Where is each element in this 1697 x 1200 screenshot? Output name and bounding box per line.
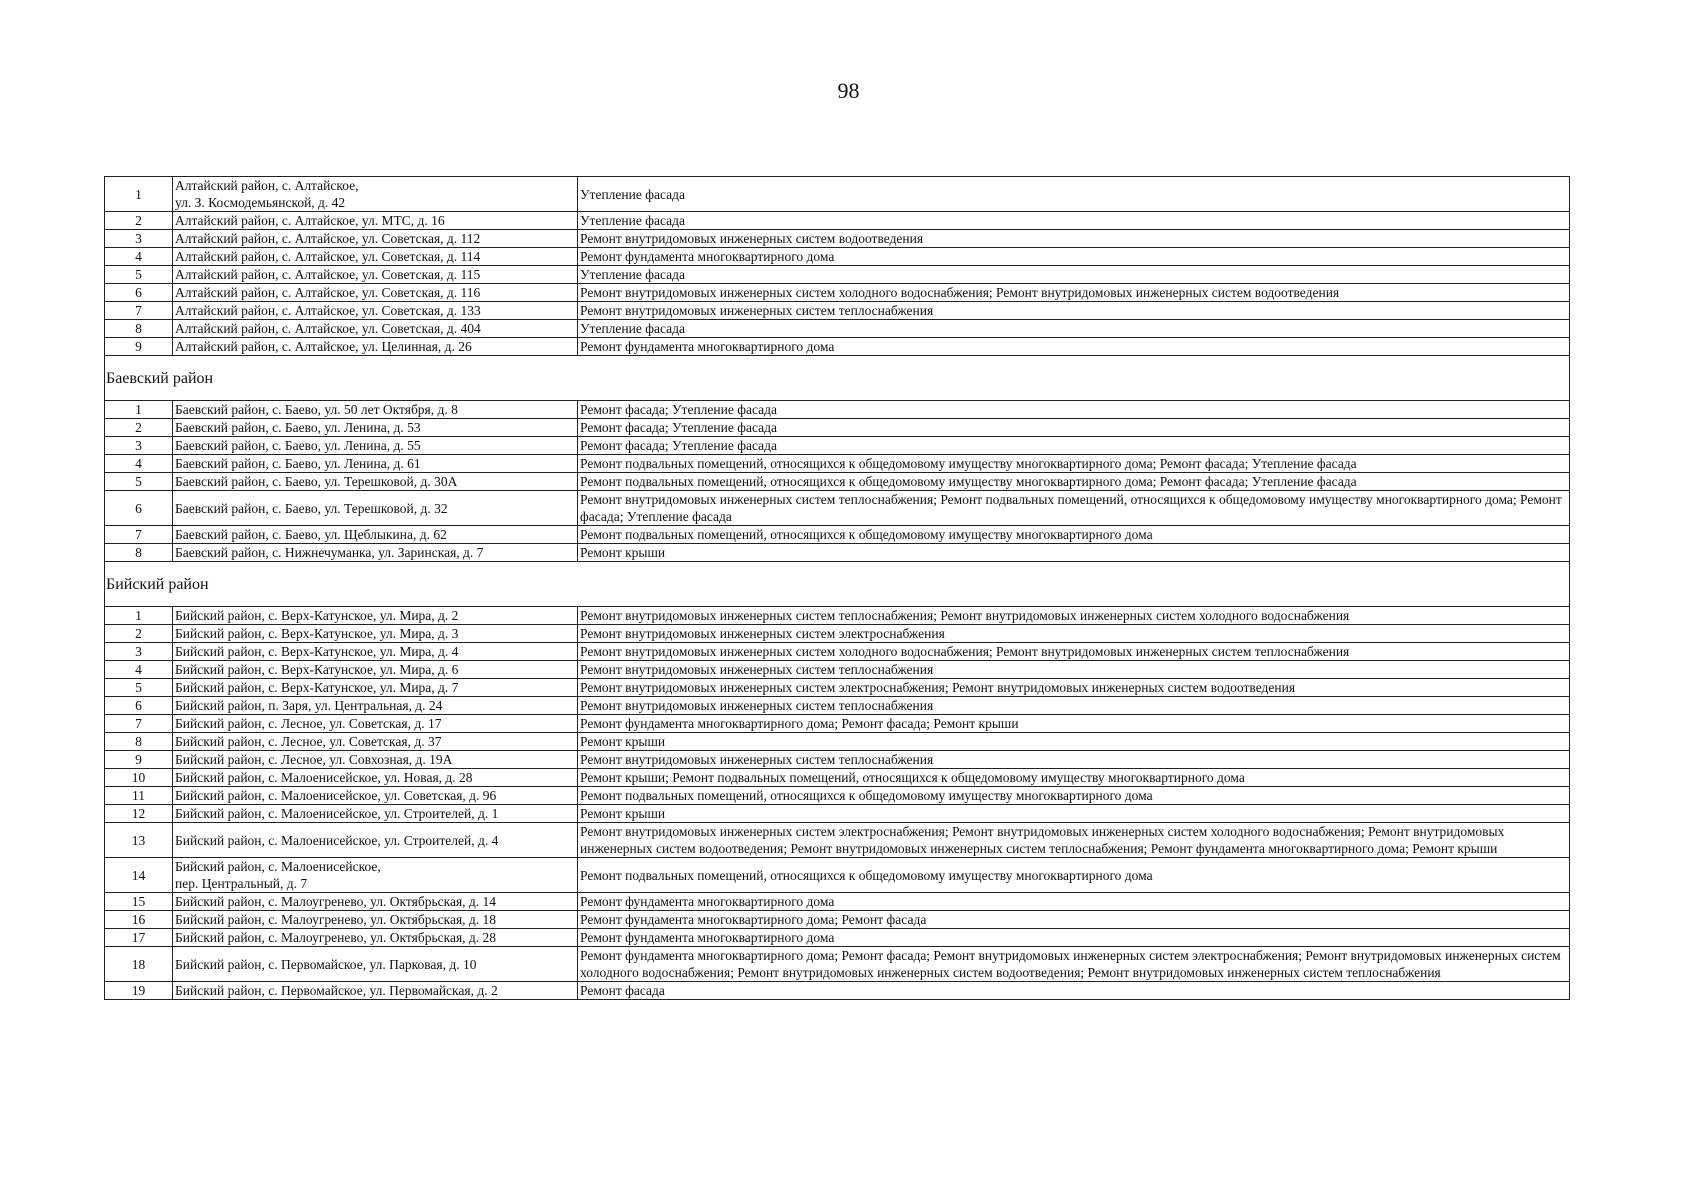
row-number: 1: [105, 607, 173, 625]
address-cell: Бийский район, с. Верх-Катунское, ул. Мира, д. 7: [173, 679, 578, 697]
address-cell: Баевский район, с. Баево, ул. Терешковой, д. 30А: [173, 473, 578, 491]
works-cell: Ремонт подвальных помещений, относящихся к общедомовому имуществу многоквартирного дома; Ремонт фасада; Утепление фасада: [578, 455, 1570, 473]
table-row: [105, 787, 1570, 805]
table-row: [105, 733, 1570, 751]
works-cell: Утепление фасада: [578, 320, 1570, 338]
table-row: [105, 302, 1570, 320]
table-row: [105, 947, 1570, 982]
works-cell: Ремонт внутридомовых инженерных систем теплоснабжения: [578, 751, 1570, 769]
district-heading: Бийский район: [106, 575, 209, 593]
address-cell: Бийский район, с. Малоенисейское, ул. Советская, д. 96: [173, 787, 578, 805]
works-cell: Ремонт фасада; Утепление фасада: [578, 419, 1570, 437]
row-number: 2: [105, 419, 173, 437]
row-number: 2: [105, 212, 173, 230]
works-cell: Ремонт внутридомовых инженерных систем теплоснабжения; Ремонт подвальных помещений, относящихся к общедомовому имуществу многоквартирного дома; Ремонт фасада; Утепление фасада: [578, 491, 1570, 526]
address-cell: Бийский район, с. Малоенисейское, ул. Новая, д. 28: [173, 769, 578, 787]
row-number: 17: [105, 929, 173, 947]
works-cell: Ремонт внутридомовых инженерных систем водоотведения: [578, 230, 1570, 248]
table-row: [105, 230, 1570, 248]
table-row: [105, 607, 1570, 625]
row-number: 6: [105, 491, 173, 526]
table-row: [105, 751, 1570, 769]
table-row: [105, 338, 1570, 356]
table-row: [105, 625, 1570, 643]
table-row: [105, 893, 1570, 911]
table-row: [105, 473, 1570, 491]
district-heading-row: [105, 562, 1570, 607]
row-number: 6: [105, 284, 173, 302]
table-row: [105, 320, 1570, 338]
address-cell: Алтайский район, с. Алтайское, ул. З. Космодемьянской, д. 42: [173, 177, 578, 212]
works-cell: Ремонт внутридомовых инженерных систем теплоснабжения: [578, 661, 1570, 679]
row-number: 8: [105, 320, 173, 338]
works-cell: Ремонт фасада; Утепление фасада: [578, 401, 1570, 419]
row-number: 3: [105, 230, 173, 248]
works-cell: Ремонт фундамента многоквартирного дома; Ремонт фасада; Ремонт внутридомовых инженерных систем электроснабжения; Ремонт внутридомовых инженерных систем холодного водоснабжения; Ремонт внутридомовых инженерных систем водоотведения; Ремонт внутридомовых инженерных систем теплоснабжения: [578, 947, 1570, 982]
works-cell: Ремонт внутридомовых инженерных систем электроснабжения; Ремонт внутридомовых инженерных систем водоотведения: [578, 679, 1570, 697]
works-cell: Ремонт фундамента многоквартирного дома: [578, 338, 1570, 356]
works-cell: Ремонт крыши: [578, 544, 1570, 562]
works-cell: Ремонт внутридомовых инженерных систем холодного водоснабжения; Ремонт внутридомовых инженерных систем теплоснабжения: [578, 643, 1570, 661]
works-cell: Ремонт фундамента многоквартирного дома: [578, 248, 1570, 266]
works-cell: Ремонт фундамента многоквартирного дома; Ремонт фасада: [578, 911, 1570, 929]
row-number: 4: [105, 455, 173, 473]
works-cell: Ремонт фундамента многоквартирного дома: [578, 893, 1570, 911]
works-cell: Утепление фасада: [578, 266, 1570, 284]
address-cell: Бийский район, с. Верх-Катунское, ул. Мира, д. 4: [173, 643, 578, 661]
table-row: [105, 911, 1570, 929]
row-number: 1: [105, 177, 173, 212]
address-cell: Алтайский район, с. Алтайское, ул. Советская, д. 114: [173, 248, 578, 266]
works-cell: Ремонт внутридомовых инженерных систем электроснабжения: [578, 625, 1570, 643]
works-cell: Ремонт крыши: [578, 805, 1570, 823]
row-number: 5: [105, 679, 173, 697]
page-number: 98: [837, 78, 860, 103]
row-number: 15: [105, 893, 173, 911]
table-row: [105, 491, 1570, 526]
works-cell: Ремонт крыши; Ремонт подвальных помещений, относящихся к общедомовому имуществу многоквартирного дома: [578, 769, 1570, 787]
table-row: [105, 643, 1570, 661]
works-cell: Утепление фасада: [578, 212, 1570, 230]
address-cell: Алтайский район, с. Алтайское, ул. Советская, д. 112: [173, 230, 578, 248]
works-cell: Ремонт подвальных помещений, относящихся к общедомовому имуществу многоквартирного дома; Ремонт фасада; Утепление фасада: [578, 473, 1570, 491]
row-number: 18: [105, 947, 173, 982]
table-row: [105, 212, 1570, 230]
address-cell: Бийский район, с. Малоугренево, ул. Октябрьская, д. 14: [173, 893, 578, 911]
table-row: [105, 419, 1570, 437]
address-cell: Бийский район, с. Верх-Катунское, ул. Мира, д. 2: [173, 607, 578, 625]
address-cell: Бийский район, с. Малоенисейское, ул. Строителей, д. 1: [173, 805, 578, 823]
address-cell: Алтайский район, с. Алтайское, ул. Советская, д. 133: [173, 302, 578, 320]
works-cell: Утепление фасада: [578, 177, 1570, 212]
row-number: 8: [105, 544, 173, 562]
table-row: [105, 715, 1570, 733]
row-number: 5: [105, 266, 173, 284]
row-number: 16: [105, 911, 173, 929]
table-row: [105, 823, 1570, 858]
works-cell: Ремонт фундамента многоквартирного дома; Ремонт фасада; Ремонт крыши: [578, 715, 1570, 733]
address-cell: Бийский район, с. Первомайское, ул. Парковая, д. 10: [173, 947, 578, 982]
table-row: [105, 858, 1570, 893]
district-heading-row: [105, 356, 1570, 401]
table-row: [105, 697, 1570, 715]
table-row: [105, 455, 1570, 473]
works-cell: Ремонт внутридомовых инженерных систем электроснабжения; Ремонт внутридомовых инженерных систем холодного водоснабжения; Ремонт внутридомовых инженерных систем водоотведения; Ремонт внутридомовых инженерных систем теплоснабжения; Ремонт фундамента многоквартирного дома; Ремонт крыши: [578, 823, 1570, 858]
row-number: 13: [105, 823, 173, 858]
row-number: 3: [105, 437, 173, 455]
table-row: [105, 661, 1570, 679]
row-number: 19: [105, 982, 173, 1000]
row-number: 10: [105, 769, 173, 787]
row-number: 3: [105, 643, 173, 661]
row-number: 4: [105, 248, 173, 266]
row-number: 9: [105, 338, 173, 356]
works-cell: Ремонт подвальных помещений, относящихся к общедомовому имуществу многоквартирного дома: [578, 858, 1570, 893]
district-heading: Баевский район: [106, 369, 214, 387]
works-cell: Ремонт внутридомовых инженерных систем теплоснабжения: [578, 697, 1570, 715]
table-row: [105, 437, 1570, 455]
table-row: [105, 284, 1570, 302]
address-cell: Бийский район, с. Лесное, ул. Совхозная, д. 19А: [173, 751, 578, 769]
address-cell: Баевский район, с. Баево, ул. Ленина, д. 53: [173, 419, 578, 437]
table-row: [105, 266, 1570, 284]
row-number: 12: [105, 805, 173, 823]
works-cell: Ремонт внутридомовых инженерных систем холодного водоснабжения; Ремонт внутридомовых инженерных систем водоотведения: [578, 284, 1570, 302]
address-cell: Алтайский район, с. Алтайское, ул. Советская, д. 404: [173, 320, 578, 338]
row-number: 14: [105, 858, 173, 893]
table-row: [105, 805, 1570, 823]
table-row: [105, 679, 1570, 697]
table-row: [105, 248, 1570, 266]
address-cell: Баевский район, с. Баево, ул. 50 лет Октября, д. 8: [173, 401, 578, 419]
address-cell: Алтайский район, с. Алтайское, ул. Советская, д. 115: [173, 266, 578, 284]
address-cell: Баевский район, с. Баево, ул. Ленина, д. 55: [173, 437, 578, 455]
address-cell: Бийский район, с. Лесное, ул. Советская, д. 17: [173, 715, 578, 733]
row-number: 7: [105, 526, 173, 544]
address-cell: Бийский район, с. Верх-Катунское, ул. Мира, д. 6: [173, 661, 578, 679]
row-number: 1: [105, 401, 173, 419]
works-cell: Ремонт подвальных помещений, относящихся к общедомовому имуществу многоквартирного дома: [578, 787, 1570, 805]
row-number: 7: [105, 715, 173, 733]
repair-table-body: [105, 177, 1570, 1000]
address-cell: Бийский район, с. Малоугренево, ул. Октябрьская, д. 18: [173, 911, 578, 929]
table-row: [105, 401, 1570, 419]
row-number: 6: [105, 697, 173, 715]
works-cell: Ремонт внутридомовых инженерных систем теплоснабжения: [578, 302, 1570, 320]
address-cell: Алтайский район, с. Алтайское, ул. Целинная, д. 26: [173, 338, 578, 356]
address-cell: Бийский район, с. Малоенисейское, ул. Строителей, д. 4: [173, 823, 578, 858]
table-row: [105, 177, 1570, 212]
works-cell: Ремонт фасада; Утепление фасада: [578, 437, 1570, 455]
row-number: 4: [105, 661, 173, 679]
address-cell: Бийский район, п. Заря, ул. Центральная, д. 24: [173, 697, 578, 715]
table-row: [105, 769, 1570, 787]
row-number: 7: [105, 302, 173, 320]
row-number: 2: [105, 625, 173, 643]
table-row: [105, 544, 1570, 562]
address-cell: Бийский район, с. Малоенисейское, пер. Центральный, д. 7: [173, 858, 578, 893]
address-cell: Баевский район, с. Баево, ул. Щеблыкина, д. 62: [173, 526, 578, 544]
address-cell: Алтайский район, с. Алтайское, ул. МТС, д. 16: [173, 212, 578, 230]
works-cell: Ремонт подвальных помещений, относящихся к общедомовому имуществу многоквартирного дома: [578, 526, 1570, 544]
address-cell: Бийский район, с. Первомайское, ул. Первомайская, д. 2: [173, 982, 578, 1000]
table-row: [105, 982, 1570, 1000]
works-cell: Ремонт фасада: [578, 982, 1570, 1000]
table-row: [105, 526, 1570, 544]
works-cell: Ремонт внутридомовых инженерных систем теплоснабжения; Ремонт внутридомовых инженерных систем холодного водоснабжения: [578, 607, 1570, 625]
works-cell: Ремонт крыши: [578, 733, 1570, 751]
table-row: [105, 929, 1570, 947]
address-cell: Бийский район, с. Малоугренево, ул. Октябрьская, д. 28: [173, 929, 578, 947]
address-cell: Баевский район, с. Баево, ул. Ленина, д. 61: [173, 455, 578, 473]
address-cell: Бийский район, с. Верх-Катунское, ул. Мира, д. 3: [173, 625, 578, 643]
row-number: 11: [105, 787, 173, 805]
row-number: 8: [105, 733, 173, 751]
address-cell: Бийский район, с. Лесное, ул. Советская, д. 37: [173, 733, 578, 751]
repair-table: [104, 176, 1570, 1000]
address-cell: Баевский район, с. Баево, ул. Терешковой, д. 32: [173, 491, 578, 526]
works-cell: Ремонт фундамента многоквартирного дома: [578, 929, 1570, 947]
address-cell: Баевский район, с. Нижнечуманка, ул. Заринская, д. 7: [173, 544, 578, 562]
row-number: 5: [105, 473, 173, 491]
row-number: 9: [105, 751, 173, 769]
address-cell: Алтайский район, с. Алтайское, ул. Советская, д. 116: [173, 284, 578, 302]
